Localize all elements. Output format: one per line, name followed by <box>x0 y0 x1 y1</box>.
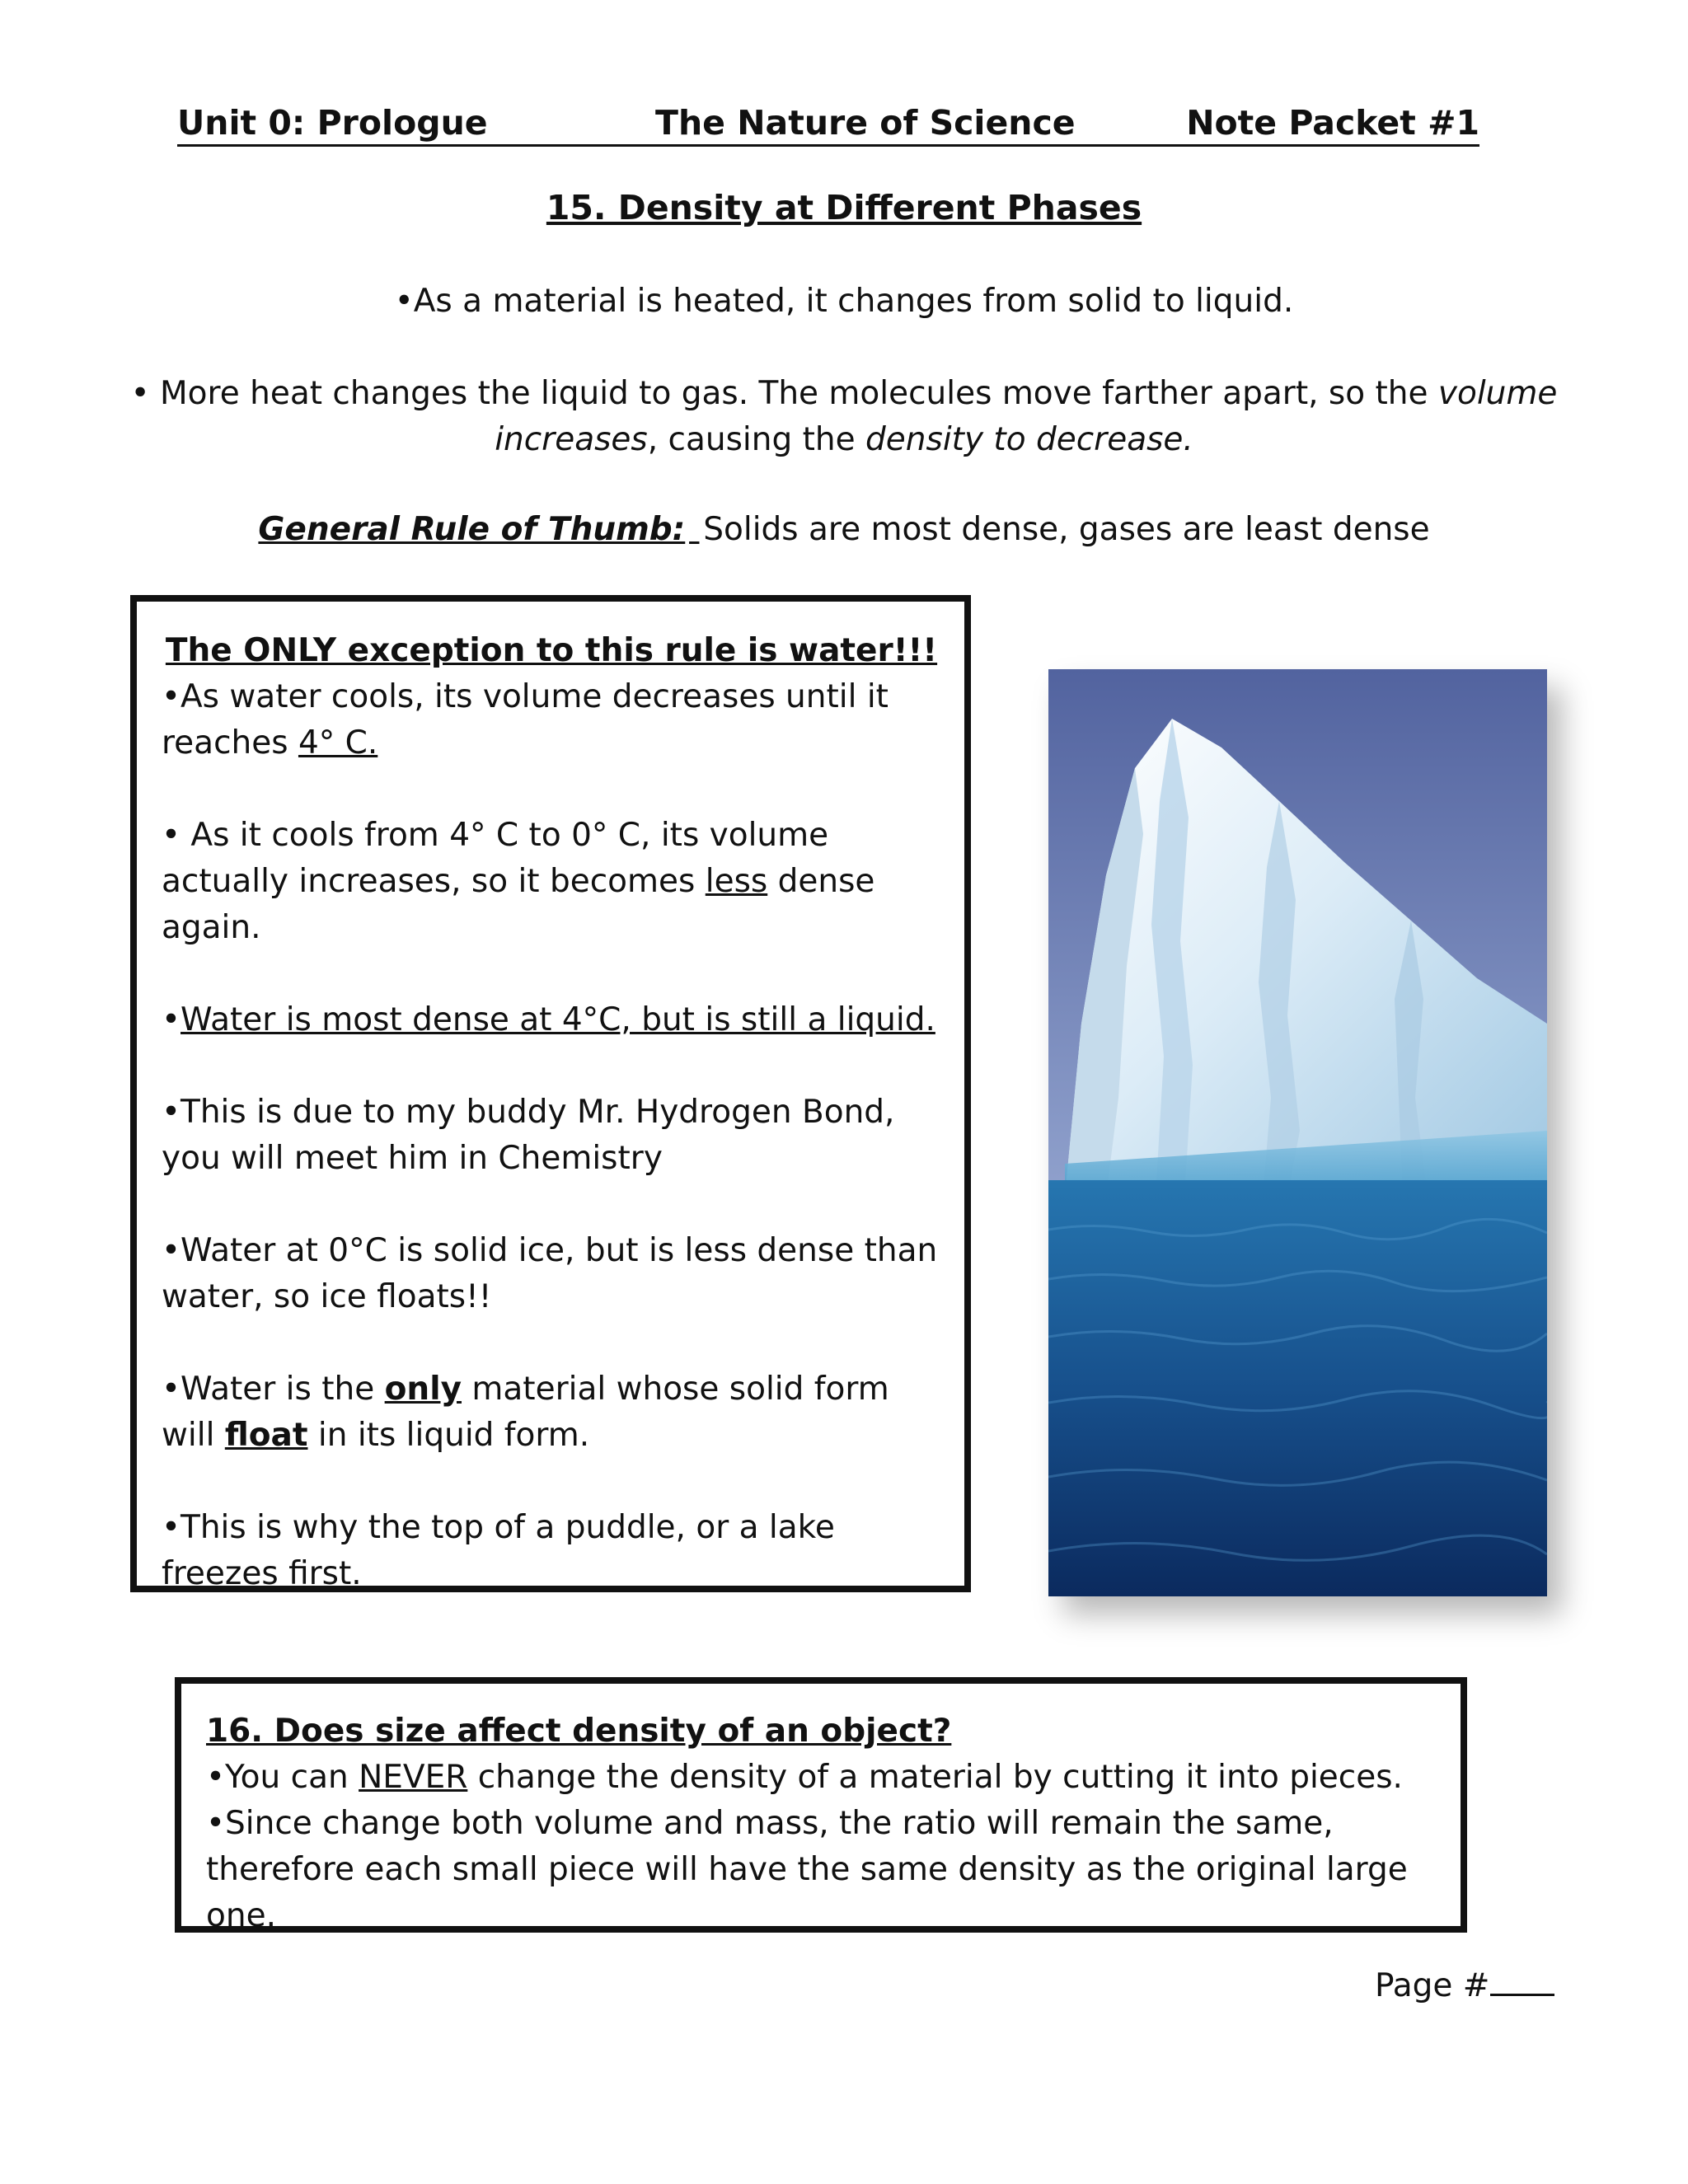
size-point-1-text: •You can <box>206 1759 359 1796</box>
exception-point-3-bullet: • <box>162 1001 181 1038</box>
page-number-blank <box>1490 1966 1554 1996</box>
water-exception-box <box>130 595 971 1592</box>
gas-bullet-text: • More heat changes the liquid to gas. The molecules move farther apart, so the <box>130 375 1438 412</box>
exception-point-7: •This is why the top of a puddle, or a lake freezes first. <box>162 1509 835 1592</box>
page-number <box>1375 1966 1554 2004</box>
exception-point-6-float: float <box>224 1417 308 1454</box>
rule-spacer <box>685 507 703 553</box>
rule-of-thumb-label: General Rule of Thumb: <box>258 511 686 548</box>
size-density-box <box>175 1677 1467 1933</box>
size-point-2: •Since change both volume and mass, the ratio will remain the same, therefore each small piece will have the same density as the original large one. <box>206 1805 1408 1934</box>
course-title: The Nature of Science <box>655 103 1076 143</box>
exception-point-5: •Water at 0°C is solid ice, but is less dense than water, so ice floats!! <box>162 1232 938 1315</box>
exception-point-2-text: • As it cools from 4° C to 0° C, its volume actually increases, so it becomes <box>162 817 829 900</box>
exception-point-6-mid: material whose solid form will <box>162 1371 889 1454</box>
unit-label: Unit 0: Prologue <box>177 103 488 143</box>
exception-point-2 <box>162 813 941 951</box>
section-15-title: 15. Density at Different Phases <box>546 188 1142 227</box>
exception-point-6 <box>162 1366 941 1459</box>
page-number-label: Page # <box>1375 1967 1490 2004</box>
size-point-1 <box>206 1755 1437 1801</box>
size-point-1-end: change the density of a material by cutting it into pieces. <box>467 1759 1403 1796</box>
gas-bullet-density: density to decrease. <box>865 421 1193 458</box>
exception-point-6-end: in its liquid form. <box>307 1417 590 1454</box>
iceberg-photo <box>1048 669 1547 1596</box>
exception-point-1-temp: 4° C. <box>298 724 378 762</box>
exception-title: The ONLY exception to this rule is water!!! <box>165 632 938 669</box>
gas-bullet-causing: , causing the <box>647 421 866 458</box>
exception-point-6-only: only <box>384 1371 462 1408</box>
heating-bullet: •As a material is heated, it changes from solid to liquid. <box>394 283 1294 320</box>
page-header <box>177 103 1479 147</box>
exception-point-1 <box>162 674 941 766</box>
gas-bullet-volume: volume increases <box>495 375 1558 458</box>
size-point-1-never: NEVER <box>359 1759 468 1796</box>
exception-point-1-text: •As water cools, its volume decreases until it reaches <box>162 678 889 762</box>
section-16-title: 16. Does size affect density of an object? <box>206 1713 952 1750</box>
gas-bullet <box>124 371 1564 463</box>
exception-point-2-less: less <box>705 863 768 900</box>
exception-point-3 <box>162 997 941 1043</box>
iceberg-image <box>1048 669 1547 1596</box>
rule-of-thumb-text: Solids are most dense, gases are least dense <box>703 511 1430 548</box>
exception-point-6-text: •Water is the <box>162 1371 385 1408</box>
rule-of-thumb <box>124 507 1564 553</box>
packet-label: Note Packet #1 <box>1186 103 1479 143</box>
exception-point-3-text: Water is most dense at 4°C, but is still a liquid. <box>181 1001 935 1038</box>
exception-point-4: •This is due to my buddy Mr. Hydrogen Bond, you will meet him in Chemistry <box>162 1094 895 1177</box>
exception-point-2-end: dense again. <box>162 863 875 946</box>
